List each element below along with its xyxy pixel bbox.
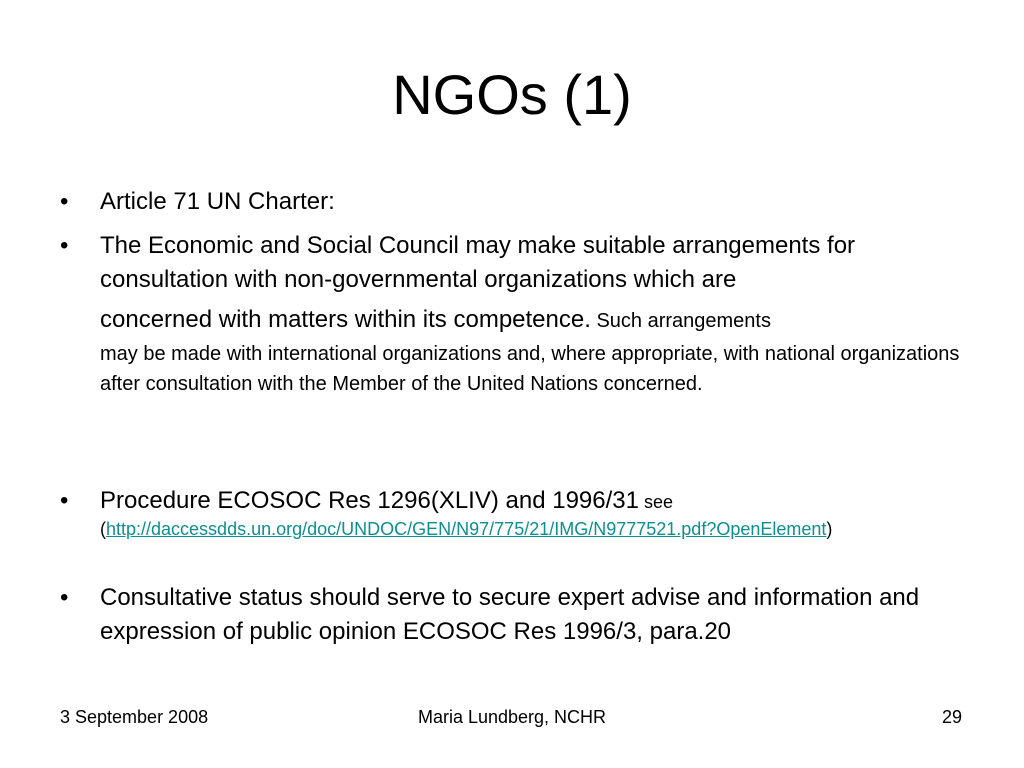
bullet-text-rest: may be made with international organizations and, where appropriate, with national organizations after consultation with the Member of the United Nations concerned. [100, 343, 960, 395]
paren-close: ) [826, 519, 833, 539]
bullet-marker: • [60, 487, 69, 514]
ecosoc-document-link[interactable]: http://daccessdds.un.org/doc/UNDOC/GEN/N97/775/21/IMG/N9777521.pdf?OpenElement [106, 519, 827, 539]
bullet-body [100, 229, 980, 399]
bullet-text-line1: The Economic and Social Council may make suitable arrangements for consultation with non-governmental organizations which are [100, 232, 856, 293]
paren-open: ( [100, 519, 106, 539]
footer-author: Maria Lundberg, NCHR [417, 707, 607, 727]
footer-date: 3 September 2008 [60, 707, 209, 727]
slide-title: NGOs (1) [392, 63, 632, 126]
link-line [100, 518, 968, 541]
bullet-text-large: concerned with matters within its competence. [100, 306, 591, 333]
bullet-marker: • [60, 232, 69, 259]
bullet-body [100, 484, 980, 541]
bullet-text: Consultative status should serve to secure expert advise and information and expression of public opinion ECOSOC Res 1996/3, para.20 [100, 584, 920, 645]
bullet-marker: • [60, 188, 69, 215]
bullet-marker: • [60, 584, 69, 611]
bullet-text-small: Such arrangements [590, 310, 771, 332]
footer-page-number: 29 [941, 707, 962, 727]
bullet-text-small: see [638, 492, 673, 512]
bullet-text: Article 71 UN Charter: [100, 188, 335, 215]
bullet-text-line2 [100, 297, 980, 337]
bullet-text-large: Procedure ECOSOC Res 1296(XLIV) and 1996/31 [100, 487, 639, 514]
